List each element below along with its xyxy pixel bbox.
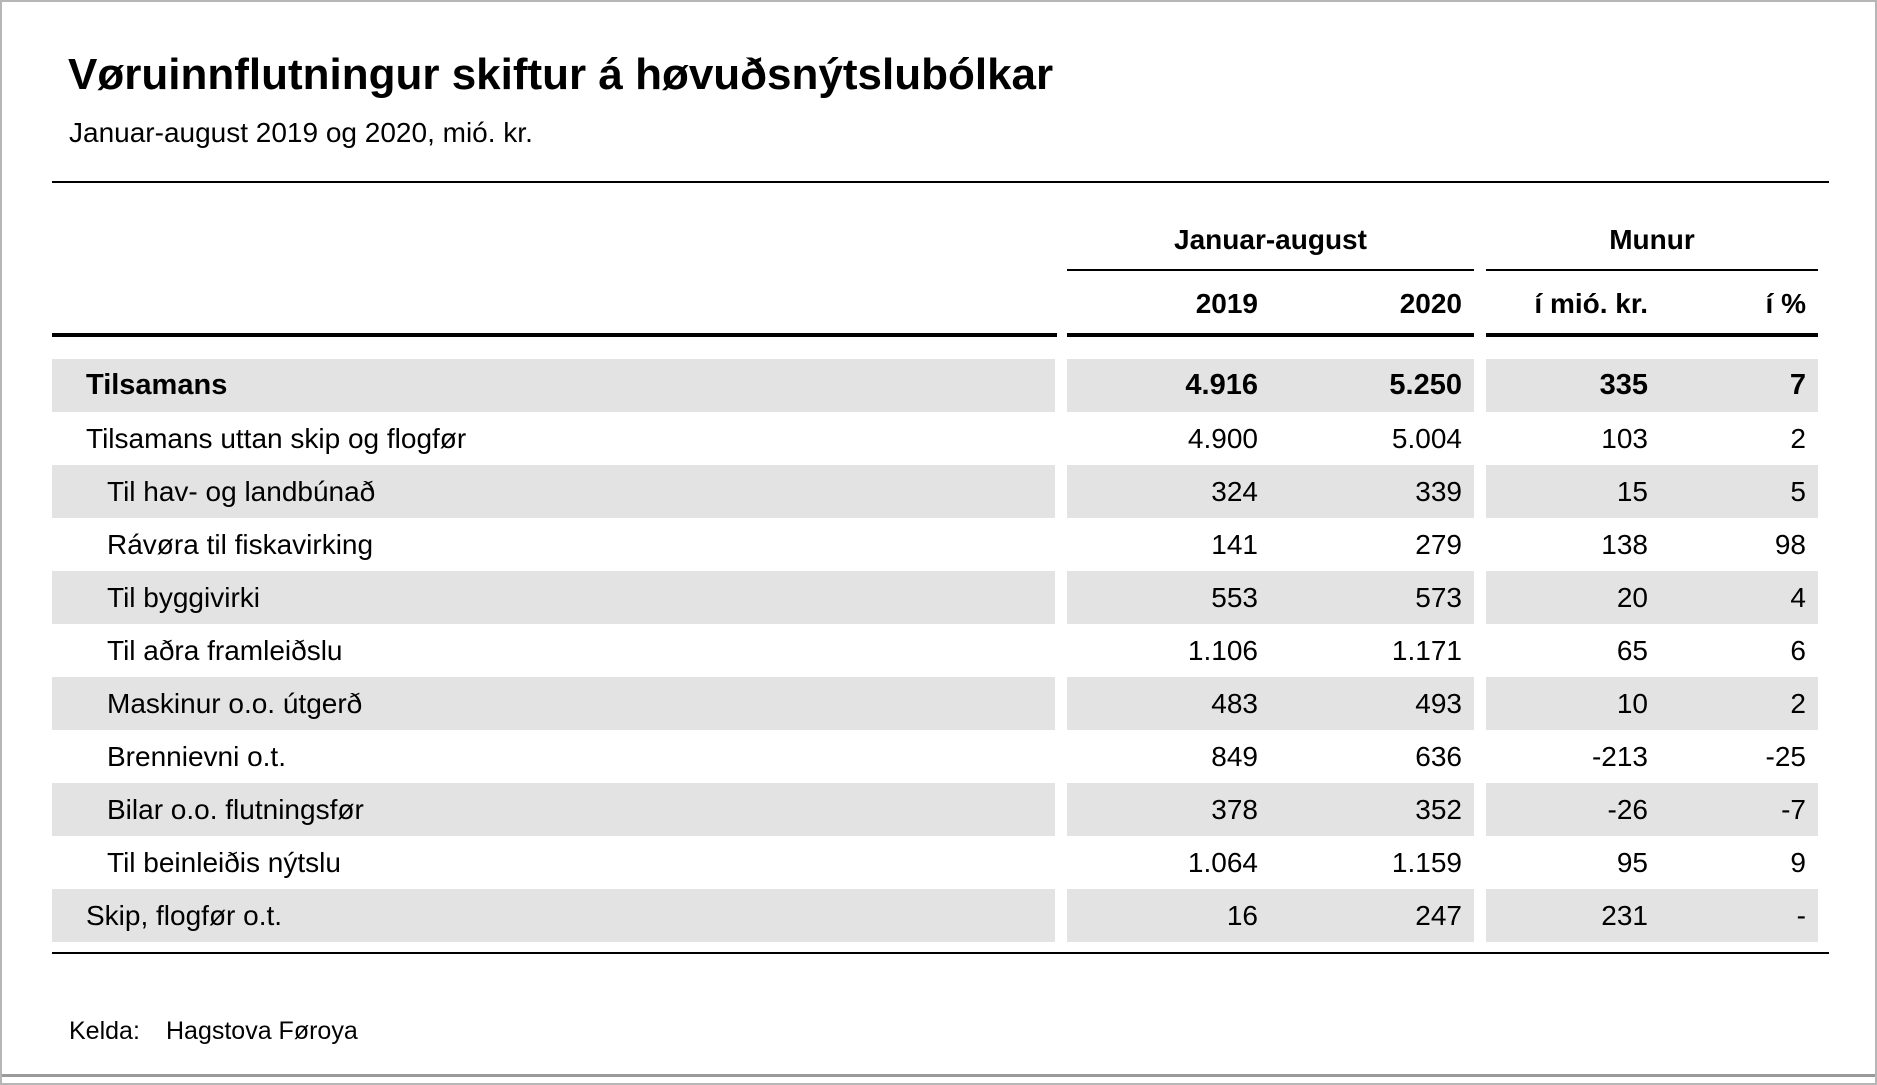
value-2019: 553: [1067, 571, 1270, 624]
column-gutter: [1474, 571, 1486, 624]
column-gutter: [1055, 677, 1067, 730]
table-row: [52, 889, 1818, 942]
column-gutter: [1055, 624, 1067, 677]
value-munur-mio-kr: -213: [1591, 740, 1648, 772]
value-munur-mio-kr: 20: [1486, 571, 1660, 624]
value-2020: 352: [1270, 783, 1474, 836]
value-2019: 1.064: [1187, 846, 1258, 878]
column-gutter: [1055, 518, 1067, 571]
value-munur-mio-kr: 335: [1486, 359, 1660, 412]
column-gutter: [1055, 889, 1067, 942]
table-row: [52, 571, 1818, 624]
value-munur-mio-kr: 95: [1616, 846, 1648, 878]
column-gutter: [1474, 836, 1486, 889]
value-2019: 324: [1067, 465, 1270, 518]
value-2019: 4.900: [1187, 422, 1258, 454]
column-gutter: [1474, 889, 1486, 942]
row-label: Bilar o.o. flutningsfør: [52, 783, 1055, 836]
value-2020: 5.250: [1270, 359, 1474, 412]
table-row: [52, 836, 1818, 889]
column-group-januar-august: Januar-august: [1174, 224, 1367, 255]
table-row: [52, 624, 1818, 677]
value-munur-mio-kr: 103: [1601, 422, 1648, 454]
value-2019: 849: [1211, 740, 1258, 772]
value-2019: 378: [1067, 783, 1270, 836]
value-munur-mio-kr: 65: [1616, 634, 1648, 666]
table-body: [52, 359, 1818, 942]
row-label: Til byggivirki: [52, 571, 1055, 624]
row-label: Til aðra framleiðslu: [107, 634, 343, 666]
column-gutter: [1055, 412, 1067, 465]
top-divider: [52, 181, 1829, 183]
value-2019: 141: [1211, 528, 1258, 560]
value-2020: 493: [1270, 677, 1474, 730]
value-2019: 483: [1067, 677, 1270, 730]
row-label: Rávøra til fiskavirking: [107, 528, 374, 560]
value-munur-pct: 5: [1660, 465, 1818, 518]
column-gutter: [1474, 730, 1486, 783]
source-label: Kelda:: [69, 1017, 140, 1045]
group-underline-januar-august: [1067, 269, 1474, 271]
page-subtitle: Januar-august 2019 og 2020, mió. kr.: [69, 117, 533, 148]
value-munur-pct: 9: [1790, 846, 1806, 878]
row-label: Tilsamans: [52, 359, 1055, 412]
table-row: [52, 359, 1818, 412]
value-munur-pct: -7: [1660, 783, 1818, 836]
value-munur-pct: 6: [1790, 634, 1806, 666]
row-label: Tilsamans uttan skip og flogfør: [86, 422, 467, 454]
value-munur-pct: 98: [1774, 528, 1806, 560]
table-row: [52, 465, 1818, 518]
row-label: Maskinur o.o. útgerð: [52, 677, 1055, 730]
column-gutter: [1055, 465, 1067, 518]
value-2020: 1.171: [1391, 634, 1462, 666]
row-label: Skip, flogfør o.t.: [52, 889, 1055, 942]
column-header-mio-kr: í mió. kr.: [1534, 288, 1648, 319]
row-label: Brennievni o.t.: [107, 740, 286, 772]
table-row: [52, 518, 1818, 571]
column-gutter: [1055, 836, 1067, 889]
column-gutter: [1474, 465, 1486, 518]
value-2019: 4.916: [1067, 359, 1270, 412]
column-gutter: [1474, 518, 1486, 571]
column-gutter: [1474, 624, 1486, 677]
column-header-pct: í %: [1765, 288, 1806, 319]
column-gutter: [1474, 783, 1486, 836]
value-munur-pct: -25: [1765, 740, 1806, 772]
value-munur-pct: 7: [1660, 359, 1818, 412]
value-2020: 247: [1270, 889, 1474, 942]
group-underline-munur: [1486, 269, 1818, 271]
value-2020: 279: [1415, 528, 1462, 560]
value-2020: 573: [1270, 571, 1474, 624]
value-munur-pct: 2: [1790, 422, 1806, 454]
value-2020: 339: [1270, 465, 1474, 518]
column-gutter: [1055, 783, 1067, 836]
value-munur-mio-kr: -26: [1486, 783, 1660, 836]
column-header-2019: 2019: [1195, 288, 1258, 319]
value-munur-mio-kr: 15: [1486, 465, 1660, 518]
value-2019: 1.106: [1187, 634, 1258, 666]
column-gutter: [1055, 571, 1067, 624]
header-rule-munur: [1486, 333, 1818, 337]
value-2020: 636: [1415, 740, 1462, 772]
table-row: [52, 677, 1818, 730]
bottom-divider: [52, 952, 1829, 954]
row-label: Til hav- og landbúnað: [52, 465, 1055, 518]
value-munur-mio-kr: 10: [1486, 677, 1660, 730]
column-gutter: [1474, 359, 1486, 412]
table-row: [52, 783, 1818, 836]
value-2020: 1.159: [1391, 846, 1462, 878]
value-munur-pct: -: [1660, 889, 1818, 942]
value-2020: 5.004: [1391, 422, 1462, 454]
value-munur-pct: 2: [1660, 677, 1818, 730]
column-gutter: [1474, 412, 1486, 465]
column-gutter: [1474, 677, 1486, 730]
value-munur-mio-kr: 138: [1601, 528, 1648, 560]
value-munur-mio-kr: 231: [1486, 889, 1660, 942]
value-2019: 16: [1067, 889, 1270, 942]
source-value: Hagstova Føroya: [166, 1017, 358, 1045]
page-bottom-line: [2, 1074, 1875, 1077]
column-header-2020: 2020: [1399, 288, 1462, 319]
page-title: Vøruinnflutningur skiftur á høvuðsnýtslubólkar: [68, 50, 1054, 99]
value-munur-pct: 4: [1660, 571, 1818, 624]
header-rule-januar-august: [1067, 333, 1474, 337]
column-gutter: [1055, 359, 1067, 412]
table-row: [52, 412, 1818, 465]
table-row: [52, 730, 1818, 783]
header-rule-label-column: [52, 333, 1057, 337]
row-label: Til beinleiðis nýtslu: [107, 846, 341, 878]
column-group-munur: Munur: [1609, 224, 1695, 255]
column-gutter: [1055, 730, 1067, 783]
